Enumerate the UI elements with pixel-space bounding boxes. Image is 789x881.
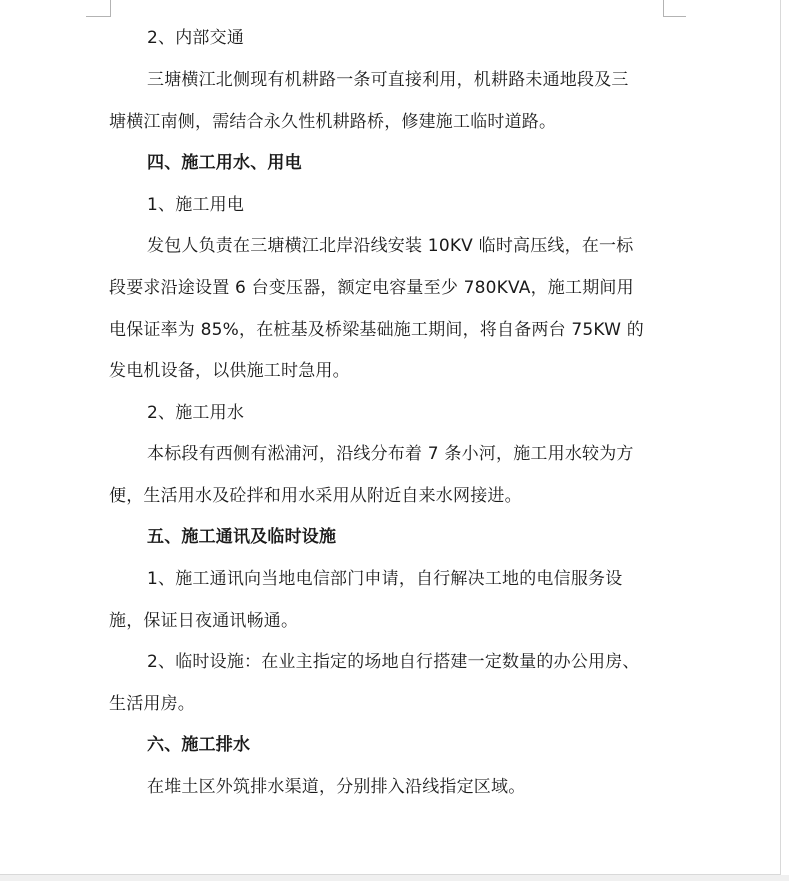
- paragraph-line: 本标段有西侧有淞浦河，沿线分布着 7 条小河，施工用水较为方: [147, 444, 634, 464]
- paragraph-line: 2、临时设施：在业主指定的场地自行搭建一定数量的办公用房、: [147, 652, 640, 672]
- section-heading-drainage: 六、施工排水: [147, 735, 251, 755]
- margin-mark-top-left: [86, 0, 111, 17]
- subheading-water: 2、施工用水: [147, 403, 245, 423]
- paragraph-line: 三塘横江北侧现有机耕路一条可直接利用，机耕路未通地段及三: [147, 70, 629, 90]
- paragraph-line: 电保证率为 85%，在桩基及桥梁基础施工期间，将自备两台 75KW 的: [109, 320, 644, 340]
- paragraph-line: 发包人负责在三塘横江北岸沿线安装 10KV 临时高压线，在一标: [147, 236, 634, 256]
- section-heading-communication: 五、施工通讯及临时设施: [147, 527, 337, 547]
- paragraph-line: 段要求沿途设置 6 台变压器，额定电容量至少 780KVA，施工期间用: [109, 278, 634, 298]
- paragraph-line: 塘横江南侧，需结合永久性机耕路桥，修建施工临时道路。: [109, 112, 557, 132]
- paragraph-line: 1、施工通讯向当地电信部门申请，自行解决工地的电信服务设: [147, 569, 623, 589]
- paragraph-line: 在堆土区外筑排水渠道，分别排入沿线指定区域。: [147, 777, 526, 797]
- paragraph-line: 施，保证日夜通讯畅通。: [109, 611, 299, 631]
- section-heading-water-power: 四、施工用水、用电: [147, 153, 302, 173]
- paragraph-line: 便，生活用水及砼拌和用水采用从附近自来水网接进。: [109, 486, 522, 506]
- paragraph-line: 发电机设备，以供施工时急用。: [109, 361, 350, 381]
- subheading-internal-traffic: 2、内部交通: [147, 28, 245, 48]
- bottom-shade: [0, 875, 789, 881]
- paragraph-line: 生活用房。: [109, 694, 195, 714]
- margin-mark-top-right: [663, 0, 686, 17]
- subheading-power: 1、施工用电: [147, 195, 245, 215]
- page-frame-right: [780, 0, 781, 875]
